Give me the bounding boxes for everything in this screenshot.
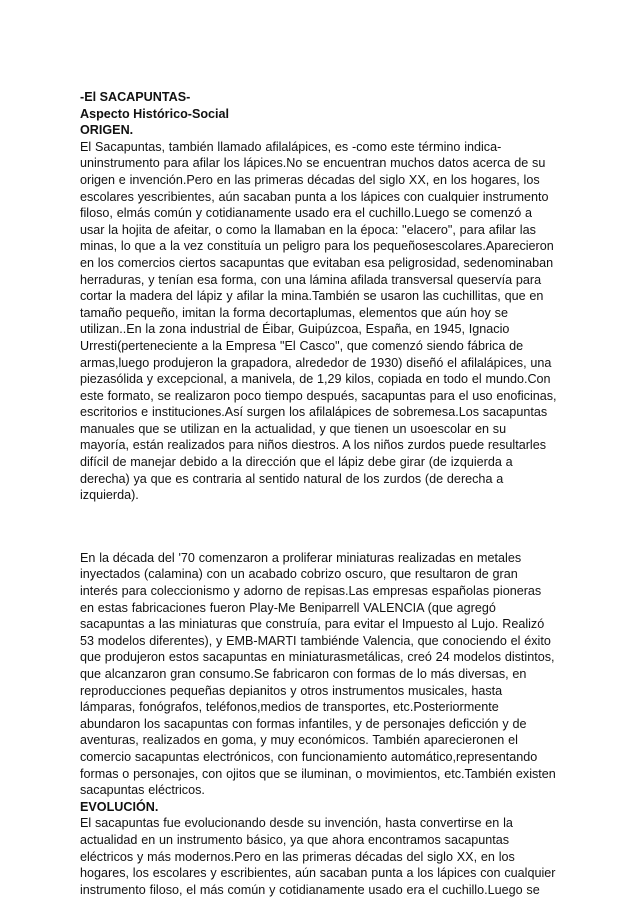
section-heading-evolution: EVOLUCIÓN. bbox=[80, 799, 159, 814]
paragraph-spacer bbox=[80, 504, 558, 550]
evolution-paragraph: El sacapuntas fue evolucionando desde su invención, hasta convertirse en la actualidad en un instrumento básico, ya que ahora encontramos sacapuntas eléctricos y más modernos.Pero en las primeras décadas del siglo XX, en los hogares, los escolares y escribientes, aún sacaban punta a los lápices con cualquier instrumento filoso, el más común y cotidianamente usado era el cuchillo.Luego se bbox=[80, 816, 556, 897]
miniatures-paragraph: En la década del '70 comenzaron a proliferar miniaturas realizadas en metales inyectados (calamina) con un acabado cobrizo oscuro, que resultaron de gran interés para coleccionismo y adorno de repisas.Las empresas españolas pioneras en estas fabricaciones fueron Play-Me Beniparrell VALENCIA (que agregó sacapuntas a las miniaturas que construía, para evitar el Impuesto al Lujo. Realizó 53 modelos diferentes), y EMB-MARTI tambiénde Valencia, que conociendo el éxito que produjeron estos sacapuntas en miniaturasmetálicas, creó 24 modelos distintos, que alcanzaron gran consumo.Se fabricaron con formas de lo más diversas, en reproducciones pequeñas depianitos y otros instrumentos musicales, hasta lámparas, fonógrafos, teléfonos,medios de transportes, etc.Posteriormente abundaron los sacapuntas con formas infantiles, y de personajes deficción y de aventuras, realizados en goma, y muy económicos. También aparecieronen el comercio sacapuntas electrónicos, con funcionamiento automático,representando formas o personajes, con ojitos que se iluminan, o movimientos, etc.También existen sacapuntas eléctricos. bbox=[80, 550, 556, 798]
document-body bbox=[80, 89, 558, 898]
section-heading-origin: ORIGEN. bbox=[80, 123, 134, 138]
document-subtitle: Aspecto Histórico-Social bbox=[80, 106, 230, 121]
origin-paragraph: El Sacapuntas, también llamado afilalápices, es -como este término indica- uninstrumento para afilar los lápices.No se encuentran muchos datos acerca de su origen e invención.Pero en las primeras décadas del siglo XX, en los hogares, los escolares yescribientes, aún sacaban punta a los lápices con cualquier instrumento filoso, elmás común y cotidianamente usado era el cuchillo.Luego se comenzó a usar la hojita de afeitar, o como la llamaban en la época: "elacero", para afilar las minas, lo que a la vez constituía un peligro para los pequeñosescolares.Aparecieron en los comercios ciertos sacapuntas que evitaban esa peligrosidad, sedenominaban herraduras, y tenían esa forma, con una lámina afilada transversal queservía para cortar la madera del lápiz y afilar la mina.También se usaron las cuchillitas, que en tamaño pequeño, imitan la forma decortaplumas, elementos que aún hoy se utilizan..En la zona industrial de Éibar, Guipúzcoa, España, en 1945, Ignacio Urresti(perteneciente a la Empresa "El Casco", que comenzó siendo fábrica de armas,luego produjeron la grapadora, alrededor de 1930) diseñó el afilalápices, una piezasólida y excepcional, a manivela, de 1,29 kilos, copiada en todo el mundo.Con este formato, se realizaron poco tiempo después, sacapuntas para el uso enoficinas, escritorios e instituciones.Así surgen los afilalápices de sobremesa.Los sacapuntas manuales que se utilizan en la actualidad, y que tienen un usoescolar en su mayoría, están realizados para niños diestros. A los niños zurdos puede resultarles difícil de manejar debido a la dirección que el lápiz debe girar (de izquierda a derecha) ya que es contraria al sentido natural de los zurdos (de derecha a izquierda). bbox=[80, 139, 557, 503]
document-title: -El SACAPUNTAS- bbox=[80, 90, 191, 104]
